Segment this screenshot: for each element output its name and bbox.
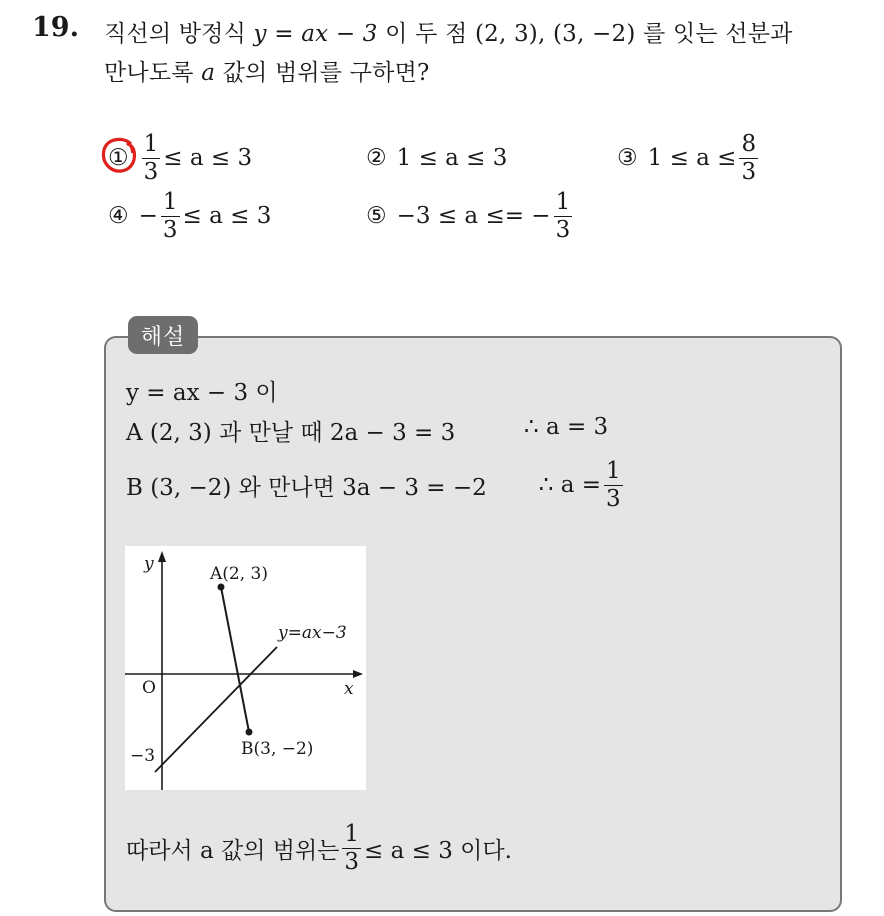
point-a-label: A(2, 3) <box>210 564 268 584</box>
solution-graph <box>125 546 366 790</box>
y-axis-arrow-icon <box>158 551 166 562</box>
solution-label: 해설 <box>128 316 198 354</box>
problem-text-suffix-2: 값의 범위를 구하면? <box>215 60 430 86</box>
line-equation-label: y=ax−3 <box>278 623 347 643</box>
choice-1-text: ≤ a ≤ 3 <box>163 145 253 171</box>
choice-4-text: ≤ a ≤ 3 <box>182 203 272 229</box>
choice-4[interactable] <box>108 186 271 246</box>
x-axis-arrow-icon <box>353 670 363 678</box>
conclusion-text: 따라서 a 값의 범위는 <box>126 837 340 864</box>
origin-label: O <box>142 678 156 698</box>
solution-line-2-text: A (2, 3) 과 만날 때 2a − 3 = 3 <box>126 420 456 446</box>
solution-line-1: y = ax − 3 이 <box>126 380 278 406</box>
choice-4-fraction: $\frac{1}{3}$ <box>162 188 178 243</box>
choice-5-marker: ⑤ <box>366 203 387 229</box>
problem-text-prefix-2: 만나도록 <box>104 60 202 86</box>
problem-equation: y = ax − 3 <box>253 21 378 47</box>
choice-1-fraction: $\frac{1}{3}$ <box>143 130 159 185</box>
problem-text-line-1 <box>104 15 793 48</box>
choice-5-text: −3 ≤ a ≤= − <box>396 203 551 229</box>
choice-2-marker: ② <box>366 145 387 171</box>
point-b-label: B(3, −2) <box>241 739 314 759</box>
conclusion-fraction: $\frac{1}{3}$ <box>344 820 360 875</box>
y-axis-label: y <box>144 554 154 574</box>
choice-5-fraction: $\frac{1}{3}$ <box>555 188 571 243</box>
selected-answer-circle-icon <box>101 137 137 175</box>
solution-line-2 <box>126 414 686 447</box>
x-axis-label: x <box>344 679 354 699</box>
choice-2-text: 1 ≤ a ≤ 3 <box>396 145 508 171</box>
problem-text-suffix: 이 두 점 (2, 3), (3, −2) 를 잇는 선분과 <box>377 21 793 47</box>
choice-2[interactable] <box>366 128 507 188</box>
choice-3-marker: ③ <box>617 145 638 171</box>
solution-line-2-result: ∴ a = 3 <box>524 414 609 440</box>
problem-text-prefix: 직선의 방정식 <box>104 21 254 47</box>
problem-number: 19. <box>32 12 79 43</box>
choice-5[interactable] <box>366 186 575 246</box>
solution-line-3-text: B (3, −2) 와 만나면 3a − 3 = −2 <box>126 474 487 501</box>
point-b <box>246 729 253 736</box>
choice-4-sign: − <box>138 203 158 229</box>
problem-variable: a <box>201 60 216 86</box>
choice-3-fraction: $\frac{8}{3}$ <box>741 130 757 185</box>
choice-3-text: 1 ≤ a ≤ <box>647 145 737 171</box>
choice-4-marker: ④ <box>108 203 129 229</box>
solution-line-3 <box>126 455 626 515</box>
problem-text-line-2 <box>104 54 430 87</box>
point-a <box>218 584 225 591</box>
choice-3[interactable] <box>617 128 761 188</box>
solution-conclusion <box>126 818 512 878</box>
choice-1-marker: ① <box>108 145 129 171</box>
y-intercept-label: −3 <box>130 746 156 766</box>
conclusion-range: ≤ a ≤ 3 이다. <box>364 837 512 864</box>
segment-ab <box>221 587 249 732</box>
solution-line-3-fraction: $\frac{1}{3}$ <box>606 457 621 512</box>
solution-line-3-result: ∴ a = <box>538 472 602 498</box>
